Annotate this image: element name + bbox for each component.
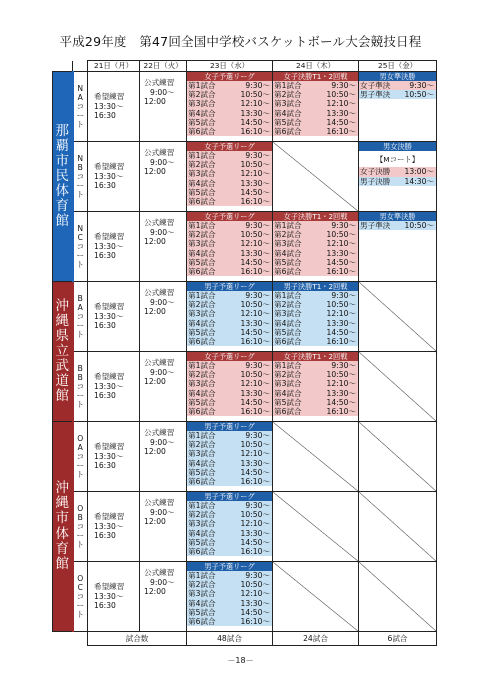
no-games-24 [273, 492, 359, 562]
practice-21 [88, 422, 140, 492]
game-slot: 第6試合 16:10～ [188, 127, 270, 137]
semi-final-header: 男女準決勝 [359, 72, 436, 81]
practice-21 [88, 352, 140, 422]
game-slot: 第5試合 14:50～ [188, 117, 270, 127]
court-row-ba [53, 282, 437, 352]
no-games-25 [359, 422, 437, 492]
game-slot: 第3試合 12:10～ [188, 99, 270, 109]
practice-end: 16:30 [94, 461, 116, 471]
game-slot: 第4試合 13:30～ [274, 318, 356, 328]
schedule-23 [187, 352, 273, 422]
schedule-25 [359, 212, 437, 282]
practice-22 [140, 422, 187, 492]
practice-label: 公式練習 [144, 218, 175, 227]
schedule-23 [187, 72, 273, 142]
game-slot: 第6試合 16:10～ [188, 197, 270, 207]
venue-okinawa-city: 沖縄市体育館 [53, 422, 73, 632]
court-row-oa [53, 422, 437, 492]
game-slot: 第5試合 14:50～ [274, 327, 356, 337]
practice-end: 12:00 [144, 237, 166, 247]
practice-time: 13:30～ [94, 381, 124, 391]
game-slot: 第2試合 10:50～ [188, 370, 270, 380]
game-slot: 第2試合 10:50～ [188, 440, 270, 450]
header-day21: 21日（月） [88, 61, 140, 72]
totals-label: 試合数 [88, 632, 187, 646]
page-title: 平成29年度 第47回全国中学校バスケットボール大会競技日程 [59, 34, 422, 49]
game-slot: 第3試合 12:10～ [188, 519, 270, 529]
schedule-23 [187, 422, 273, 492]
schedule-24 [273, 352, 359, 422]
schedule-table [52, 60, 437, 646]
game-slot: 第3試合 12:10～ [188, 449, 270, 459]
game-slot: 第5試合 14:50～ [274, 397, 356, 407]
practice-end: 16:30 [94, 531, 116, 541]
practice-time: 9:00～ [150, 157, 175, 167]
league-header: 女子予選リーグ [187, 352, 272, 361]
no-games-25 [359, 492, 437, 562]
practice-end: 12:00 [144, 307, 166, 317]
game-slot: 第1試合 9:30～ [188, 501, 270, 510]
game-slot: 第6試合 16:10～ [188, 407, 270, 417]
page-number: －18－ [227, 656, 254, 665]
game-slot: 第6試合 16:10～ [274, 407, 356, 417]
practice-22 [140, 72, 187, 142]
practice-time: 13:30～ [94, 101, 124, 111]
game-slot: 第3試合 12:10～ [188, 379, 270, 389]
court-row-nc [53, 212, 437, 282]
court-name: NCコート [73, 212, 88, 282]
game-slot: 第4試合 13:30～ [274, 108, 356, 118]
schedule-24 [273, 282, 359, 352]
boys-semi: 男子準決 10:50～ [360, 90, 434, 100]
game-slot: 第5試合 14:50～ [188, 607, 270, 617]
total-24: 24試合 [273, 632, 359, 646]
game-slot: 第1試合 9:30～ [188, 361, 270, 370]
game-slot: 第1試合 9:30～ [274, 361, 356, 370]
game-slot: 第5試合 14:50～ [188, 397, 270, 407]
no-games-25 [359, 282, 437, 352]
game-slot: 第6試合 16:10～ [188, 477, 270, 487]
schedule-23 [187, 212, 273, 282]
schedule-25 [359, 142, 437, 212]
game-slot: 第4試合 13:30～ [188, 388, 270, 398]
practice-end: 12:00 [144, 517, 166, 527]
practice-time: 13:30～ [94, 171, 124, 181]
game-slot: 第2試合 10:50～ [188, 160, 270, 170]
schedule-23 [187, 282, 273, 352]
game-slot: 第3試合 12:10～ [188, 239, 270, 249]
practice-end: 16:30 [94, 321, 116, 331]
game-slot: 第4試合 13:30～ [274, 248, 356, 258]
header-day24: 24日（木） [273, 61, 359, 72]
league-header: 女子予選リーグ [187, 72, 272, 81]
practice-22 [140, 212, 187, 282]
game-slot: 第4試合 13:30～ [274, 388, 356, 398]
game-slot: 第5試合 14:50～ [188, 467, 270, 477]
practice-time: 9:00～ [150, 297, 175, 307]
game-slot: 第5試合 14:50～ [188, 537, 270, 547]
practice-end: 16:30 [94, 391, 116, 401]
practice-time: 9:00～ [150, 507, 175, 517]
game-slot: 第5試合 14:50～ [188, 187, 270, 197]
game-slot: 第2試合 10:50～ [188, 90, 270, 100]
practice-time: 13:30～ [94, 241, 124, 251]
practice-end: 12:00 [144, 167, 166, 177]
no-games-25 [359, 562, 437, 632]
girls-final: 女子決勝 13:00～ [360, 167, 434, 177]
practice-label: 希望練習 [94, 442, 125, 451]
practice-21 [88, 212, 140, 282]
game-slot: 第6試合 16:10～ [274, 127, 356, 137]
game-slot: 第5試合 14:50～ [188, 257, 270, 267]
practice-end: 16:30 [94, 181, 116, 191]
practice-end: 16:30 [94, 601, 116, 611]
practice-label: 公式練習 [144, 148, 175, 157]
venue-naha: 那覇市民体育館 [53, 72, 73, 282]
league-header: 男子予選リーグ [187, 282, 272, 291]
practice-22 [140, 282, 187, 352]
game-slot: 第3試合 12:10～ [274, 99, 356, 109]
game-slot: 第1試合 9:30～ [274, 221, 356, 230]
no-games-24 [273, 142, 359, 212]
game-slot: 第1試合 9:30～ [188, 291, 270, 300]
practice-label: 公式練習 [144, 358, 175, 367]
league-header: 男子予選リーグ [187, 492, 272, 501]
practice-time: 9:00～ [150, 87, 175, 97]
practice-21 [88, 492, 140, 562]
league-header: 男子予選リーグ [187, 422, 272, 431]
practice-time: 13:30～ [94, 311, 124, 321]
schedule-23 [187, 492, 273, 562]
game-slot: 第1試合 9:30～ [188, 431, 270, 440]
practice-time: 9:00～ [150, 367, 175, 377]
game-slot: 第5試合 14:50～ [274, 257, 356, 267]
league-header: 男子決勝T1・2回戦 [273, 282, 358, 291]
practice-end: 16:30 [94, 251, 116, 261]
game-slot: 第2試合 10:50～ [274, 300, 356, 310]
game-slot: 第6試合 16:10～ [188, 267, 270, 277]
league-header: 女子予選リーグ [187, 212, 272, 221]
court-row-bb [53, 352, 437, 422]
practice-time: 9:00～ [150, 437, 175, 447]
game-slot: 第2試合 10:50～ [188, 510, 270, 520]
game-slot: 第2試合 10:50～ [274, 90, 356, 100]
final-header: 男女決勝 [359, 142, 436, 151]
total-25: 6試合 [359, 632, 437, 646]
no-games-24 [273, 422, 359, 492]
practice-21 [88, 562, 140, 632]
game-slot: 第6試合 16:10～ [188, 547, 270, 557]
boys-final: 男子決勝 14:30～ [360, 176, 434, 186]
game-slot: 第2試合 10:50～ [274, 370, 356, 380]
court-name: OCコート [73, 562, 88, 632]
practice-time: 13:30～ [94, 451, 124, 461]
game-slot: 第4試合 13:30～ [188, 458, 270, 468]
game-slot: 第4試合 13:30～ [188, 528, 270, 538]
game-slot: 第1試合 9:30～ [188, 81, 270, 90]
practice-22 [140, 352, 187, 422]
game-slot: 第6試合 16:10～ [274, 337, 356, 347]
game-slot: 第3試合 12:10～ [188, 309, 270, 319]
header-day25: 25日（金） [359, 61, 437, 72]
game-slot: 第6試合 16:10～ [274, 267, 356, 277]
game-slot: 第1試合 9:30～ [188, 221, 270, 230]
practice-label: 希望練習 [94, 162, 125, 171]
game-slot: 第5試合 14:50～ [274, 117, 356, 127]
practice-end: 12:00 [144, 377, 166, 387]
practice-label: 希望練習 [94, 512, 125, 521]
court-name: BAコート [73, 282, 88, 352]
league-header: 女子予選リーグ [187, 142, 272, 151]
game-slot: 第4試合 13:30～ [188, 108, 270, 118]
total-23: 48試合 [187, 632, 273, 646]
practice-label: 公式練習 [144, 568, 175, 577]
schedule-25 [359, 72, 437, 142]
practice-21 [88, 72, 140, 142]
practice-label: 希望練習 [94, 372, 125, 381]
court-name: OBコート [73, 492, 88, 562]
boys-semi: 男子準決 10:50～ [360, 221, 434, 230]
court-name: NAコート [73, 72, 88, 142]
practice-label: 公式練習 [144, 498, 175, 507]
header-row [53, 61, 437, 72]
court-row-ob [53, 492, 437, 562]
practice-time: 13:30～ [94, 521, 124, 531]
practice-label: 公式練習 [144, 288, 175, 297]
game-slot: 第6試合 16:10～ [188, 337, 270, 347]
practice-22 [140, 492, 187, 562]
game-slot: 第4試合 13:30～ [188, 598, 270, 608]
game-slot: 第3試合 12:10～ [188, 169, 270, 179]
practice-end: 12:00 [144, 97, 166, 107]
game-slot: 第2試合 10:50～ [274, 230, 356, 240]
schedule-24 [273, 212, 359, 282]
practice-end: 12:00 [144, 447, 166, 457]
practice-time: 9:00～ [150, 577, 175, 587]
girls-semi: 女子準決 9:30～ [360, 81, 434, 90]
practice-label: 希望練習 [94, 582, 125, 591]
game-slot: 第4試合 13:30～ [188, 248, 270, 258]
game-slot: 第4試合 13:30～ [188, 318, 270, 328]
venue-budokan: 沖縄県立武道館 [53, 282, 73, 422]
totals-row [53, 632, 437, 646]
game-slot: 第3試合 12:10～ [188, 589, 270, 599]
practice-end: 12:00 [144, 587, 166, 597]
practice-22 [140, 142, 187, 212]
court-row-oc [53, 562, 437, 632]
court-name: NBコート [73, 142, 88, 212]
court-row-nb [53, 142, 437, 212]
header-day23: 23日（水） [187, 61, 273, 72]
league-header: 男子予選リーグ [187, 562, 272, 571]
league-header: 女子決勝T1・2回戦 [273, 212, 358, 221]
practice-label: 公式練習 [144, 428, 175, 437]
court-name: OAコート [73, 422, 88, 492]
court-row-na [53, 72, 437, 142]
game-slot: 第3試合 12:10～ [274, 309, 356, 319]
schedule-23 [187, 142, 273, 212]
practice-22 [140, 562, 187, 632]
schedule-23 [187, 562, 273, 632]
court-name: BBコート [73, 352, 88, 422]
game-slot: 第3試合 12:10～ [274, 239, 356, 249]
game-slot: 第5試合 14:50～ [188, 327, 270, 337]
practice-21 [88, 142, 140, 212]
game-slot: 第1試合 9:30～ [274, 291, 356, 300]
practice-label: 希望練習 [94, 92, 125, 101]
header-day22: 22日（火） [140, 61, 187, 72]
game-slot: 第3試合 12:10～ [274, 379, 356, 389]
game-slot: 第1試合 9:30～ [188, 151, 270, 160]
league-header: 女子決勝T1・2回戦 [273, 72, 358, 81]
practice-time: 9:00～ [150, 227, 175, 237]
schedule-24 [273, 72, 359, 142]
game-slot: 第1試合 9:30～ [188, 571, 270, 580]
practice-end: 16:30 [94, 111, 116, 121]
m-court-label: 【Mコート】 [375, 155, 420, 164]
game-slot: 第2試合 10:50～ [188, 300, 270, 310]
league-header: 女子決勝T1・2回戦 [273, 352, 358, 361]
no-games-25 [359, 352, 437, 422]
practice-label: 希望練習 [94, 302, 125, 311]
semi-final-header: 男女準決勝 [359, 212, 436, 221]
game-slot: 第4試合 13:30～ [188, 178, 270, 188]
practice-label: 希望練習 [94, 232, 125, 241]
game-slot: 第6試合 16:10～ [188, 617, 270, 627]
practice-21 [88, 282, 140, 352]
game-slot: 第1試合 9:30～ [274, 81, 356, 90]
no-games-24 [273, 562, 359, 632]
game-slot: 第2試合 10:50～ [188, 230, 270, 240]
game-slot: 第2試合 10:50～ [188, 580, 270, 590]
practice-label: 公式練習 [144, 78, 175, 87]
practice-time: 13:30～ [94, 591, 124, 601]
